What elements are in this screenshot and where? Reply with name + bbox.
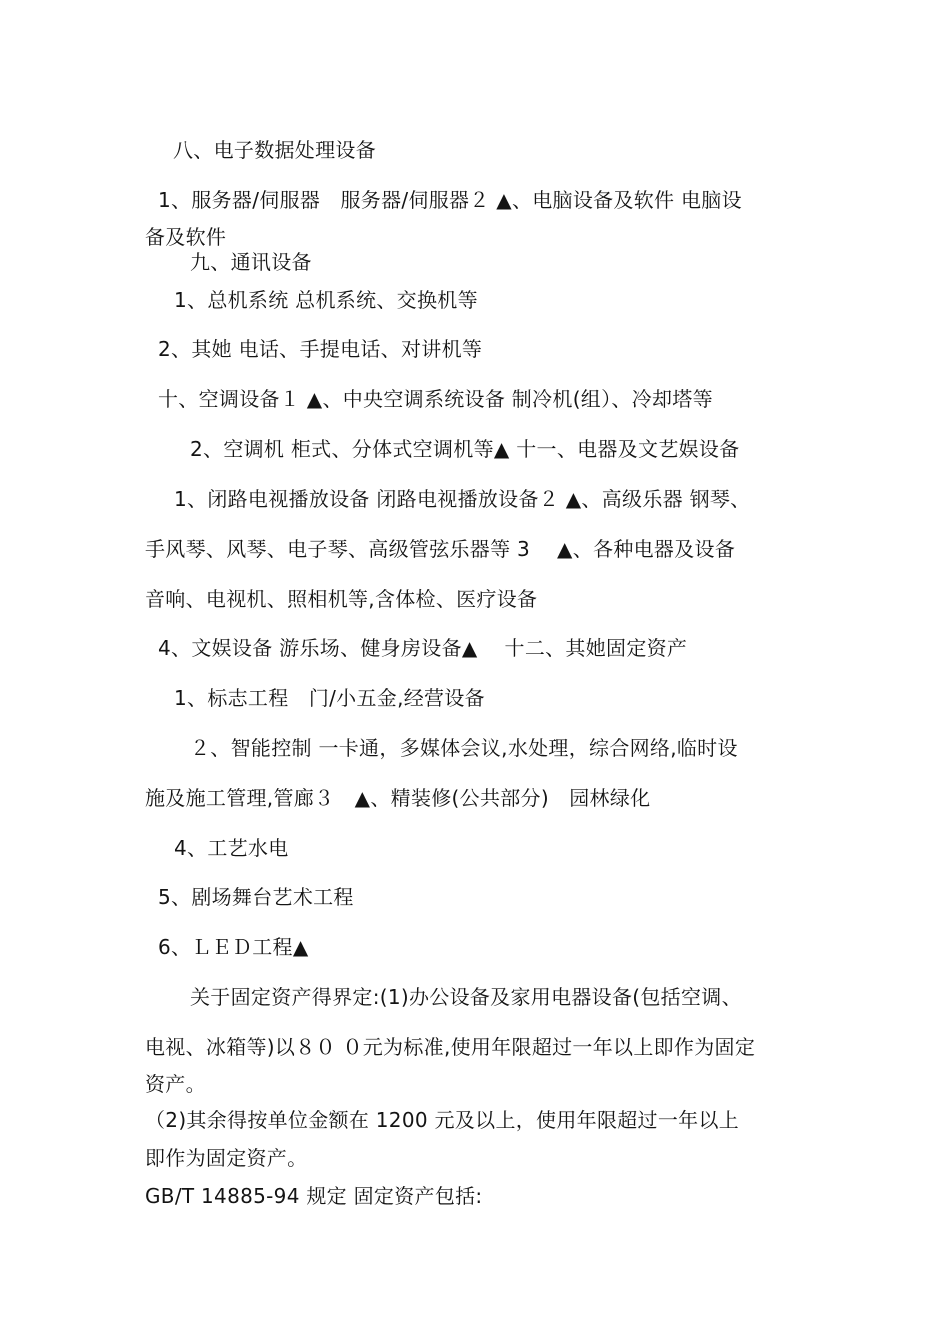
text-line: ２、智能控制 一卡通，多媒体会议,水处理，综合网络,临时设 [190, 736, 738, 760]
paragraph-line: 资产。 [145, 1072, 206, 1096]
section-heading-8: 八、电子数据处理设备 [173, 138, 376, 162]
text-line: 音响、电视机、照相机等,含体检、医疗设备 [145, 587, 538, 611]
text-line: 1、服务器/伺服器 服务器/伺服器２ ▲、电脑设备及软件 电脑设 [158, 188, 742, 212]
paragraph-line: （2)其余得按单位金额在 1200 元及以上，使用年限超过一年以上 [145, 1108, 740, 1132]
paragraph-line: 电视、冰箱等)以８０ ０元为标准,使用年限超过一年以上即作为固定 [145, 1035, 756, 1059]
text-line: 手风琴、风琴、电子琴、高级管弦乐器等 3 ▲、各种电器及设备 [145, 537, 736, 561]
section-heading-10: 十、空调设备１ ▲、中央空调系统设备 制冷机(组）、冷却塔等 [158, 387, 713, 411]
paragraph-line: 即作为固定资产。 [145, 1146, 308, 1170]
text-line: 施及施工管理,管廊３ ▲、精装修(公共部分) 园林绿化 [145, 786, 651, 810]
text-line: 4、文娱设备 游乐场、健身房设备▲ 十二、其她固定资产 [158, 636, 688, 660]
text-line: 6、ＬＥＤ工程▲ [158, 935, 309, 959]
text-line: 2、其她 电话、手提电话、对讲机等 [158, 337, 483, 361]
section-heading-9: 九、通讯设备 [190, 250, 312, 274]
paragraph-line: 关于固定资产得界定:(1)办公设备及家用电器设备(包括空调、 [190, 985, 742, 1009]
text-line: 1、标志工程 门/小五金,经营设备 [174, 686, 485, 710]
text-line: 2、空调机 柜式、分体式空调机等▲ 十一、电器及文艺娱设备 [190, 437, 740, 461]
standard-reference-line: GB/T 14885-94 规定 固定资产包括: [145, 1184, 483, 1208]
text-line: 1、总机系统 总机系统、交换机等 [174, 288, 478, 312]
text-line: 1、闭路电视播放设备 闭路电视播放设备２ ▲、高级乐器 钢琴、 [174, 487, 751, 511]
text-line: 4、工艺水电 [174, 836, 289, 860]
text-line: 备及软件 [145, 225, 227, 249]
text-line: 5、剧场舞台艺术工程 [158, 885, 354, 909]
